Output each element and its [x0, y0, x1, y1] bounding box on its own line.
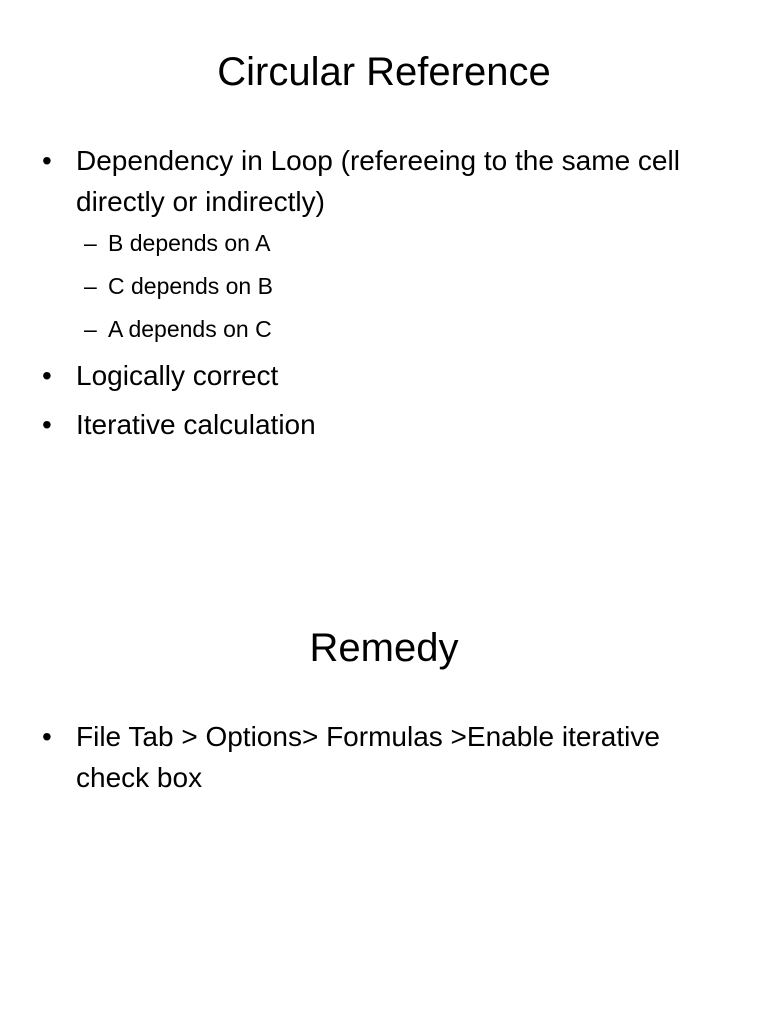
sub-bullet-item	[0, 222, 768, 265]
dash-icon: –	[84, 273, 97, 299]
slide-title: Remedy	[309, 626, 459, 670]
sub-bullet-item	[0, 308, 768, 351]
bullet-item	[0, 355, 768, 396]
bullet-text: Iterative calculation	[76, 409, 316, 440]
sub-bullet-text: C depends on B	[108, 273, 273, 299]
slide-remedy	[0, 512, 768, 1024]
sub-bullet-text: B depends on A	[108, 230, 271, 256]
bullet-list	[0, 140, 768, 445]
bullet-item	[0, 140, 768, 222]
sub-bullet-text: A depends on C	[108, 316, 272, 342]
bullet-text: Dependency in Loop (refereeing to the same cell directly or indirectly)	[76, 145, 680, 217]
bullet-icon: •	[42, 360, 52, 391]
bullet-list	[0, 716, 768, 798]
bullet-icon: •	[42, 721, 52, 752]
bullet-text: Logically correct	[76, 360, 279, 391]
sub-bullet-item	[0, 265, 768, 308]
slide-title: Circular Reference	[217, 50, 551, 94]
bullet-icon: •	[42, 409, 52, 440]
bullet-item	[0, 716, 768, 798]
sub-bullet-group	[0, 222, 768, 351]
sub-bullet-list	[0, 222, 768, 351]
bullet-icon: •	[42, 145, 52, 176]
dash-icon: –	[84, 316, 97, 342]
bullet-text: File Tab > Options> Formulas >Enable iterative check box	[76, 721, 660, 793]
dash-icon: –	[84, 230, 97, 256]
bullet-item	[0, 404, 768, 445]
